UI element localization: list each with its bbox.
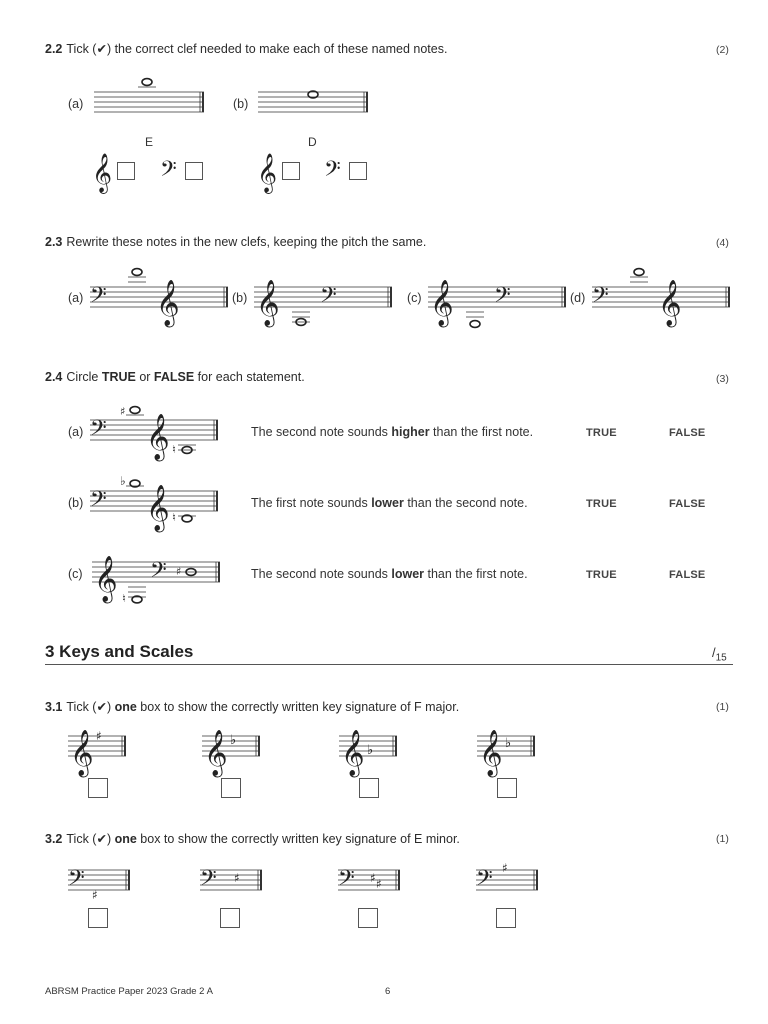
question-number: 2.3 xyxy=(45,235,63,249)
checkbox-3-2-option-2[interactable] xyxy=(220,908,240,928)
footer-title: ABRSM Practice Paper 2023 Grade 2 A xyxy=(45,986,213,997)
checkbox-3-2-option-4[interactable] xyxy=(496,908,516,928)
marks-3-2: (1) xyxy=(716,833,729,845)
item-label: (a) xyxy=(68,291,84,305)
false-option-a[interactable]: FALSE xyxy=(669,427,706,439)
sharp-icon: ♯ xyxy=(96,729,102,743)
natural-icon: ♮ xyxy=(172,443,176,456)
question-2-4-heading: 2.4 Circle TRUE or FALSE for each statement. xyxy=(45,370,305,384)
staff-2-4c xyxy=(92,540,222,610)
true-option-a[interactable]: TRUE xyxy=(586,427,617,439)
treble-clef-icon xyxy=(257,152,277,192)
checkbox-2-2a-treble[interactable] xyxy=(117,162,135,180)
treble-clef-icon: 𝄞 xyxy=(341,730,365,776)
flat-icon: ♭ xyxy=(367,743,374,758)
staff-2-3a xyxy=(90,260,230,330)
checkbox-3-1-option-2[interactable] xyxy=(221,778,241,798)
item-label: (a) xyxy=(68,425,84,439)
section-3-score: $/_{15}$ xyxy=(712,645,727,664)
treble-clef-icon: 𝄞 xyxy=(204,730,228,776)
question-text: Tick (✔) the correct clef needed to make each of these named notes. xyxy=(66,42,448,56)
statement-a: The second note sounds higher than the first note. xyxy=(251,425,534,439)
sharp-icon: ♯ xyxy=(370,871,376,885)
question-number: 2.2 xyxy=(45,42,63,56)
treble-clef-icon: 𝄞 xyxy=(658,280,682,326)
marks-2-3: (4) xyxy=(716,237,729,249)
bass-clef-icon: 𝄢 xyxy=(90,283,107,313)
treble-clef-icon: 𝄞 xyxy=(146,414,170,460)
key-sig-3-1-option-4 xyxy=(477,722,537,777)
true-word: TRUE xyxy=(101,370,136,384)
natural-icon: ♮ xyxy=(122,592,126,605)
key-sig-3-1-option-2 xyxy=(202,722,262,777)
question-2-3-heading xyxy=(45,235,426,249)
marks-2-4: (3) xyxy=(716,373,729,385)
flat-icon: ♭ xyxy=(230,733,237,748)
item-label: (d) xyxy=(570,291,586,305)
key-sig-3-2-option-2 xyxy=(200,856,264,906)
section-3-title: 3 Keys and Scales xyxy=(45,642,194,661)
false-option-c[interactable]: FALSE xyxy=(669,569,706,581)
staff-2-2a xyxy=(94,70,206,130)
question-number: 3.1 xyxy=(45,700,63,714)
treble-clef-icon: 𝄞 xyxy=(146,485,170,531)
bass-clef-icon: 𝄢 xyxy=(90,487,107,517)
checkbox-3-1-option-3[interactable] xyxy=(359,778,379,798)
staff-2-2b xyxy=(258,70,370,130)
sharp-icon: ♯ xyxy=(176,565,182,578)
treble-clef-icon: 𝄞 xyxy=(94,556,118,602)
statement-b: The first note sounds lower than the second note. xyxy=(251,496,528,510)
treble-clef-icon xyxy=(92,152,112,192)
section-divider xyxy=(45,664,733,665)
key-sig-3-1-option-1 xyxy=(68,722,128,777)
item-label: (c) xyxy=(407,291,422,305)
marks-2-2: (2) xyxy=(716,44,729,56)
bass-clef-icon: 𝄢 xyxy=(494,283,511,313)
svg-text:𝄞: 𝄞 xyxy=(257,153,278,193)
checkbox-3-2-option-1[interactable] xyxy=(88,908,108,928)
sharp-icon: ♯ xyxy=(502,861,508,875)
sharp-icon: ♯ xyxy=(376,877,382,891)
note-name-b: D xyxy=(308,135,317,149)
bass-clef-icon: 𝄢 xyxy=(338,866,355,896)
true-option-c[interactable]: TRUE xyxy=(586,569,617,581)
staff-2-3d xyxy=(592,260,732,330)
staff-2-3c xyxy=(428,260,568,335)
key-sig-3-1-option-3 xyxy=(339,722,399,777)
bass-clef-icon xyxy=(324,152,344,192)
sharp-icon: ♯ xyxy=(92,888,98,902)
key-sig-3-2-option-3 xyxy=(338,856,402,906)
bass-clef-icon: 𝄢 xyxy=(320,283,337,313)
false-word: FALSE xyxy=(153,370,195,384)
bass-clef-icon: 𝄢 xyxy=(476,866,493,896)
treble-clef-icon: 𝄞 xyxy=(479,730,503,776)
checkbox-3-2-option-3[interactable] xyxy=(358,908,378,928)
treble-clef-icon: 𝄞 xyxy=(256,280,280,326)
bass-clef-icon: 𝄢 xyxy=(150,558,167,588)
bass-clef-icon: 𝄢 xyxy=(200,866,217,896)
key-sig-3-2-option-4 xyxy=(476,856,540,906)
false-option-b[interactable]: FALSE xyxy=(669,498,706,510)
checkbox-3-1-option-1[interactable] xyxy=(88,778,108,798)
item-label: (b) xyxy=(68,496,84,510)
sharp-icon: ♯ xyxy=(234,871,240,885)
svg-text:𝄞: 𝄞 xyxy=(92,153,113,193)
statement-c: The second note sounds lower than the first note. xyxy=(251,567,528,581)
question-number: 3.2 xyxy=(45,832,63,846)
question-3-2-heading: 3.2 Tick (✔) one box to show the correctly written key signature of E minor. xyxy=(45,832,460,846)
checkbox-2-2b-treble[interactable] xyxy=(282,162,300,180)
question-2-2-heading xyxy=(45,41,447,56)
checkbox-2-2a-bass[interactable] xyxy=(185,162,203,180)
key-sig-3-2-option-1 xyxy=(68,856,132,906)
item-label: (b) xyxy=(233,97,249,111)
treble-clef-icon: 𝄞 xyxy=(70,730,94,776)
natural-icon: ♮ xyxy=(172,511,176,524)
note-name-a: E xyxy=(145,135,154,149)
treble-clef-icon: 𝄞 xyxy=(156,280,180,326)
bass-clef-icon xyxy=(160,152,180,192)
bass-clef-icon: 𝄢 xyxy=(592,283,609,313)
page-number: 6 xyxy=(385,986,391,997)
item-label: (c) xyxy=(68,567,83,581)
item-label: (b) xyxy=(232,291,248,305)
svg-text:𝄢: 𝄢 xyxy=(160,157,177,187)
checkbox-3-1-option-4[interactable] xyxy=(497,778,517,798)
item-label: (a) xyxy=(68,97,84,111)
staff-2-3b xyxy=(254,260,394,330)
question-number: 2.4 xyxy=(45,370,63,384)
bass-clef-icon: 𝄢 xyxy=(68,866,85,896)
bass-clef-icon: 𝄢 xyxy=(90,416,107,446)
staff-2-4b xyxy=(90,469,220,539)
treble-clef-icon: 𝄞 xyxy=(430,280,454,326)
flat-icon: ♭ xyxy=(505,736,512,751)
staff-2-4a xyxy=(90,398,220,468)
sharp-icon: ♯ xyxy=(120,405,126,418)
svg-text:𝄢: 𝄢 xyxy=(324,157,341,187)
question-3-1-heading: 3.1 Tick (✔) one box to show the correctly written key signature of F major. xyxy=(45,700,460,714)
checkbox-2-2b-bass[interactable] xyxy=(349,162,367,180)
true-option-b[interactable]: TRUE xyxy=(586,498,617,510)
flat-icon: ♭ xyxy=(120,474,126,488)
question-text: Rewrite these notes in the new clefs, keeping the pitch the same. xyxy=(66,235,427,249)
marks-3-1: (1) xyxy=(716,701,729,713)
